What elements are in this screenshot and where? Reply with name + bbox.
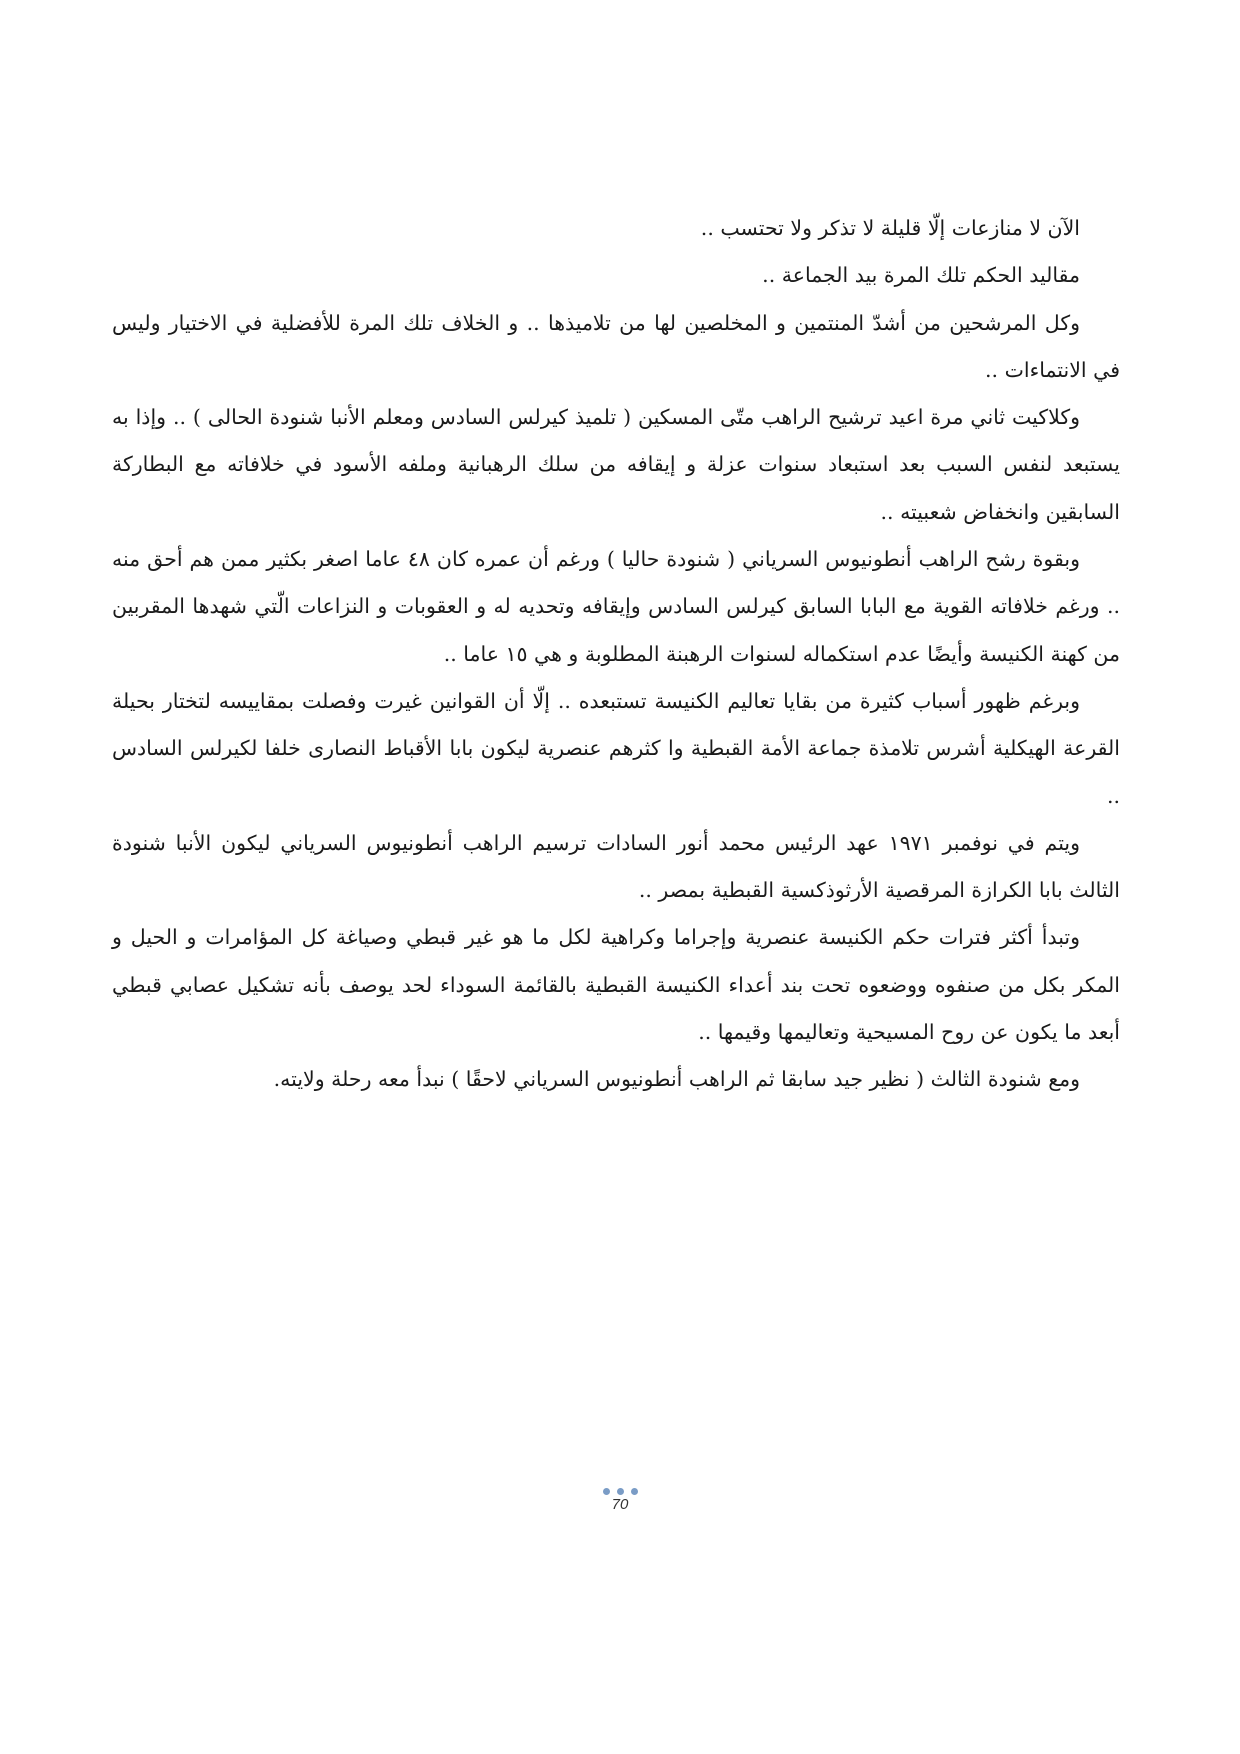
paragraph-6: وبرغم ظهور أسباب كثيرة من بقايا تعاليم الكنيسة تستبعده .. إلّا أن القوانين غيرت وفصلت بمقاييسه لتختار بحيلة القرعة الهيكلية أشرس تلامذة جماعة الأمة القبطية وا كثرهم عنصرية ليكون بابا الأقباط النصارى خلفا لكيرلس السادس .. <box>112 688 1120 808</box>
paragraph-7: ويتم في نوفمبر ١٩٧١ عهد الرئيس محمد أنور السادات ترسيم الراهب أنطونيوس السرياني ليكون الأنبا شنودة الثالث بابا الكرازة المرقصية الأرثوذكسية القبطية بمصر .. <box>112 830 1120 903</box>
paragraph-3: وكل المرشحين من أشدّ المنتمين و المخلصين لها من تلاميذها .. و الخلاف تلك المرة للأفضلية في الاختيار وليس في الانتماءات .. <box>112 310 1120 382</box>
paragraph-1: الآن لا منازعات إلّا قليلة لا تذكر ولا تحتسب .. <box>700 216 1080 240</box>
paragraph-2: مقاليد الحكم تلك المرة بيد الجماعة .. <box>762 263 1080 288</box>
page-footer <box>0 1488 1240 1513</box>
paragraph-9: ومع شنودة الثالث ( نظير جيد سابقا ثم الراهب أنطونيوس السرياني لاحقًا ) نبدأ معه رحلة ولايته. <box>273 1067 1080 1092</box>
body-text <box>112 205 1120 1104</box>
paragraph-4: وكلاكيت ثاني مرة اعيد ترشيح الراهب متّى المسكين ( تلميذ كيرلس السادس ومعلم الأنبا شنودة الحالى ) .. وإذا به يستبعد لنفس السبب بعد استبعاد سنوات عزلة و إيقافه من سلك الرهبانية وملفه الأسود في خلافاته مع البطاركة السابقين وانخفاض شعبيته .. <box>112 405 1120 524</box>
footer-dot <box>603 1488 610 1495</box>
footer-dot <box>617 1488 624 1495</box>
paragraph-5: وبقوة رشح الراهب أنطونيوس السرياني ( شنودة حاليا ) ورغم أن عمره كان ٤٨ عاما اصغر بكثير ممن هم أحق منه .. ورغم خلافاته القوية مع البابا السابق كيرلس السادس وإيقافه وتحديه له و العقوبات و النزاعات الّتي شهدها المقربين من كهنة الكنيسة وأيضًا عدم استكماله لسنوات الرهبنة المطلوبة و هي ١٥ عاما .. <box>112 547 1120 666</box>
footer-dot <box>631 1488 638 1495</box>
paragraph-8: وتبدأ أكثر فترات حكم الكنيسة عنصرية وإجراما وكراهية لكل ما هو غير قبطي وصياغة كل المؤامرات و الحيل و المكر بكل من صنفوه ووضعوه تحت بند أعداء الكنيسة القبطية بالقائمة السوداء لحد يوصف بأنه تشكيل عصابي قبطي أبعد ما يكون عن روح المسيحية وتعاليمها وقيمها .. <box>112 925 1120 1045</box>
footer-dots-ornament <box>0 1488 1240 1496</box>
page-number: 70 <box>611 1496 629 1513</box>
